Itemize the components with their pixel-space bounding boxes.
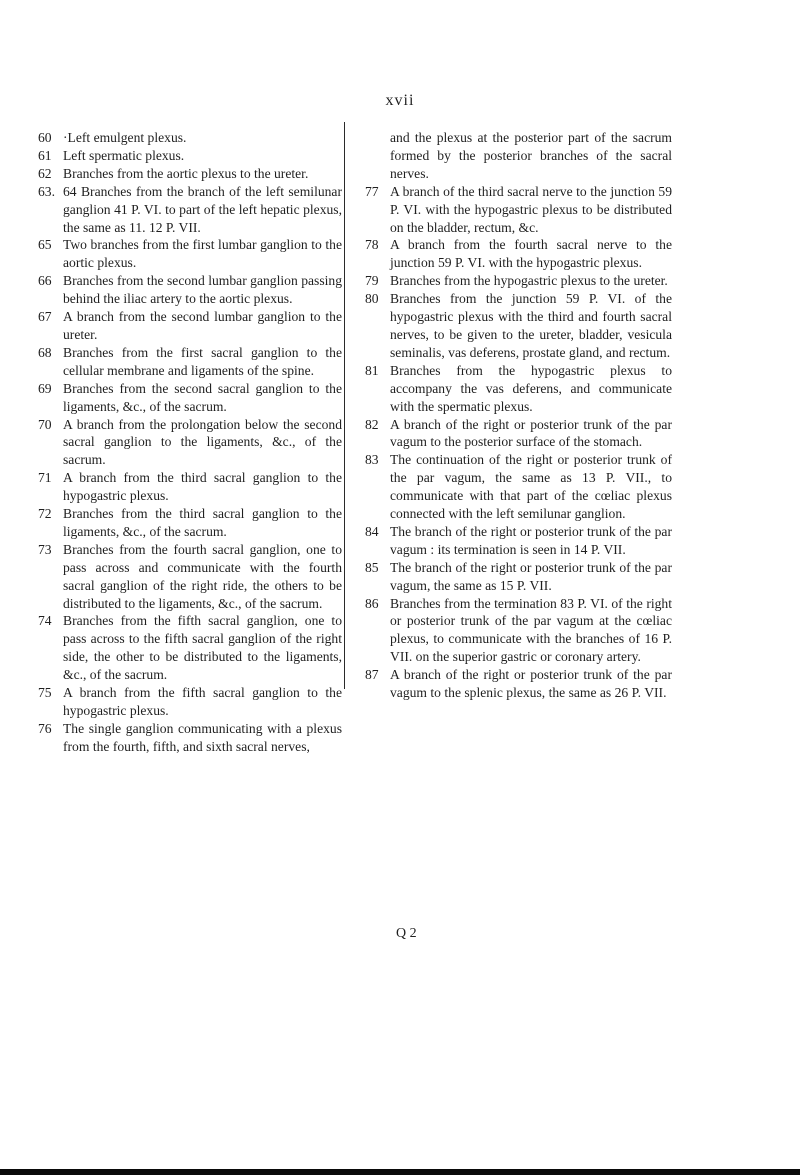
item-number: 85 — [365, 559, 379, 575]
column-divider — [344, 122, 345, 689]
item-text: Branches from the third sacral ganglion to the ligaments, &c., of the sacrum. — [63, 506, 342, 539]
list-item — [365, 559, 672, 595]
item-text: A branch from the fourth sacral nerve to the junction 59 P. VI. with the hypogastric plexus. — [390, 237, 672, 271]
item-number: 83 — [365, 452, 379, 468]
list-item — [365, 666, 672, 702]
item-number: 81 — [365, 362, 379, 378]
signature-mark: Q 2 — [396, 926, 417, 941]
list-item — [38, 183, 342, 237]
item-number: 70 — [38, 416, 52, 432]
item-number: 87 — [365, 667, 379, 683]
item-text: A branch from the fifth sacral ganglion to the hypogastric plexus. — [63, 685, 342, 718]
list-item — [38, 416, 342, 470]
item-text: A branch from the second lumbar ganglion to the ureter. — [63, 309, 342, 342]
item-text: ·Left emulgent plexus. — [63, 130, 187, 145]
item-number — [365, 129, 390, 183]
item-text: The continuation of the right or posterior trunk of the par vagum, the same as 13 P. VII., to communicate with that part of the cœliac plexus connected with the left semilunar ganglion. — [390, 452, 672, 522]
list-item — [38, 380, 342, 416]
list-item — [38, 612, 342, 684]
list-item — [365, 290, 672, 362]
item-number: 74 — [38, 613, 52, 629]
item-text: 64 Branches from the branch of the left semilunar ganglion 41 P. VI. to part of the left hepatic plexus, the same as 11. 12 P. VII. — [63, 183, 342, 235]
item-text: Branches from the second lumbar ganglion passing behind the iliac artery to the aortic plexus. — [63, 273, 342, 307]
item-text: The branch of the right or posterior trunk of the par vagum : its termination is seen in 14 P. VII. — [390, 523, 672, 557]
item-text: A branch of the third sacral nerve to the junction 59 P. VI. with the hypogastric plexus to be distributed on the bladder, rectum, &c. — [390, 183, 672, 235]
item-text: Branches from the second sacral ganglion to the ligaments, &c., of the sacrum. — [63, 380, 342, 414]
item-text: The branch of the right or posterior trunk of the par vagum, the same as 15 P. VII. — [390, 559, 672, 593]
right-column — [365, 129, 672, 702]
list-item — [365, 416, 672, 452]
list-item — [38, 344, 342, 380]
item-number: 72 — [38, 506, 52, 522]
item-text: A branch from the third sacral ganglion to the hypogastric plexus. — [63, 470, 342, 504]
item-number: 82 — [365, 416, 379, 432]
item-text: A branch of the right or posterior trunk of the par vagum to the splenic plexus, the same as 26 P. VII. — [390, 667, 672, 701]
item-number: 71 — [38, 470, 52, 486]
item-number: 66 — [38, 273, 52, 289]
item-number: 79 — [365, 273, 379, 289]
list-item — [365, 362, 672, 416]
list-item — [365, 236, 672, 272]
item-text: A branch from the prolongation below the second sacral ganglion to the ligaments, &c., of the sacrum. — [63, 416, 342, 468]
item-text: A branch of the right or posterior trunk of the par vagum to the posterior surface of the stomach. — [390, 416, 672, 450]
item-number: 77 — [365, 183, 379, 199]
list-item — [365, 451, 672, 523]
list-item — [365, 183, 672, 237]
item-number: 62 — [38, 165, 52, 181]
left-column — [38, 129, 342, 756]
list-item — [365, 129, 672, 183]
item-text: The single ganglion communicating with a plexus from the fourth, fifth, and sixth sacral nerves, — [63, 720, 342, 754]
item-text: Left spermatic plexus. — [63, 147, 185, 163]
page-bottom-edge — [0, 1169, 800, 1175]
list-item — [38, 308, 342, 344]
item-text: Branches from the first sacral ganglion to the cellular membrane and ligaments of the spine. — [63, 344, 342, 378]
item-text: and the plexus at the posterior part of the sacrum formed by the posterior branches of the sacral nerves. — [390, 130, 672, 181]
list-item — [38, 505, 342, 541]
item-number: 84 — [365, 523, 379, 539]
item-text: Branches from the aortic plexus to the ureter. — [63, 165, 309, 181]
list-item — [365, 523, 672, 559]
item-text: Branches from the fifth sacral ganglion, one to pass across to the fifth sacral ganglion of the right side, the other to be distributed to the ligaments, &c., of the sacrum. — [63, 613, 342, 683]
item-number: 75 — [38, 685, 52, 701]
item-number: 63. — [38, 183, 55, 199]
list-item — [38, 469, 342, 505]
list-item — [38, 147, 342, 165]
item-number: 78 — [365, 237, 379, 253]
item-number: 65 — [38, 237, 52, 253]
item-number: 67 — [38, 309, 52, 325]
item-number: 68 — [38, 344, 52, 360]
item-text: Two branches from the first lumbar ganglion to the aortic plexus. — [63, 237, 342, 271]
item-number: 76 — [38, 720, 52, 736]
item-number: 60 — [38, 130, 52, 145]
item-number: 61 — [38, 147, 52, 163]
item-text: Branches from the fourth sacral ganglion, one to pass across and communicate with the fourth sacral ganglion of the right ride, the others to be distributed to the ligaments, &c., of the sacrum. — [63, 541, 342, 611]
item-text: Branches from the hypogastric plexus to the ureter. — [390, 273, 668, 289]
list-item — [38, 720, 342, 756]
list-item — [365, 272, 672, 290]
list-item — [38, 129, 342, 147]
item-text: Branches from the junction 59 P. VI. of the hypogastric plexus with the third and fourth sacral nerves, to be given to the ureter, bladder, vesicula seminalis, vas deferens, prostate gland, and rectum. — [390, 291, 672, 360]
list-item — [38, 541, 342, 613]
list-item — [38, 165, 342, 183]
item-number: 86 — [365, 595, 379, 611]
item-text: Branches from the termination 83 P. VI. of the right or posterior trunk of the par vagum at the cœliac plexus, to communicate with the branches of 16 P. VII. on the superior gastric or coronary artery. — [390, 595, 672, 665]
item-text: Branches from the hypogastric plexus to accompany the vas deferens, and communicate with the spermatic plexus. — [390, 362, 672, 414]
list-item — [365, 595, 672, 667]
item-number: 69 — [38, 380, 52, 396]
list-item — [38, 236, 342, 272]
list-item — [38, 272, 342, 308]
item-number: 80 — [365, 291, 379, 307]
list-item — [38, 684, 342, 720]
page-number: xvii — [385, 92, 415, 109]
item-number: 73 — [38, 541, 52, 557]
